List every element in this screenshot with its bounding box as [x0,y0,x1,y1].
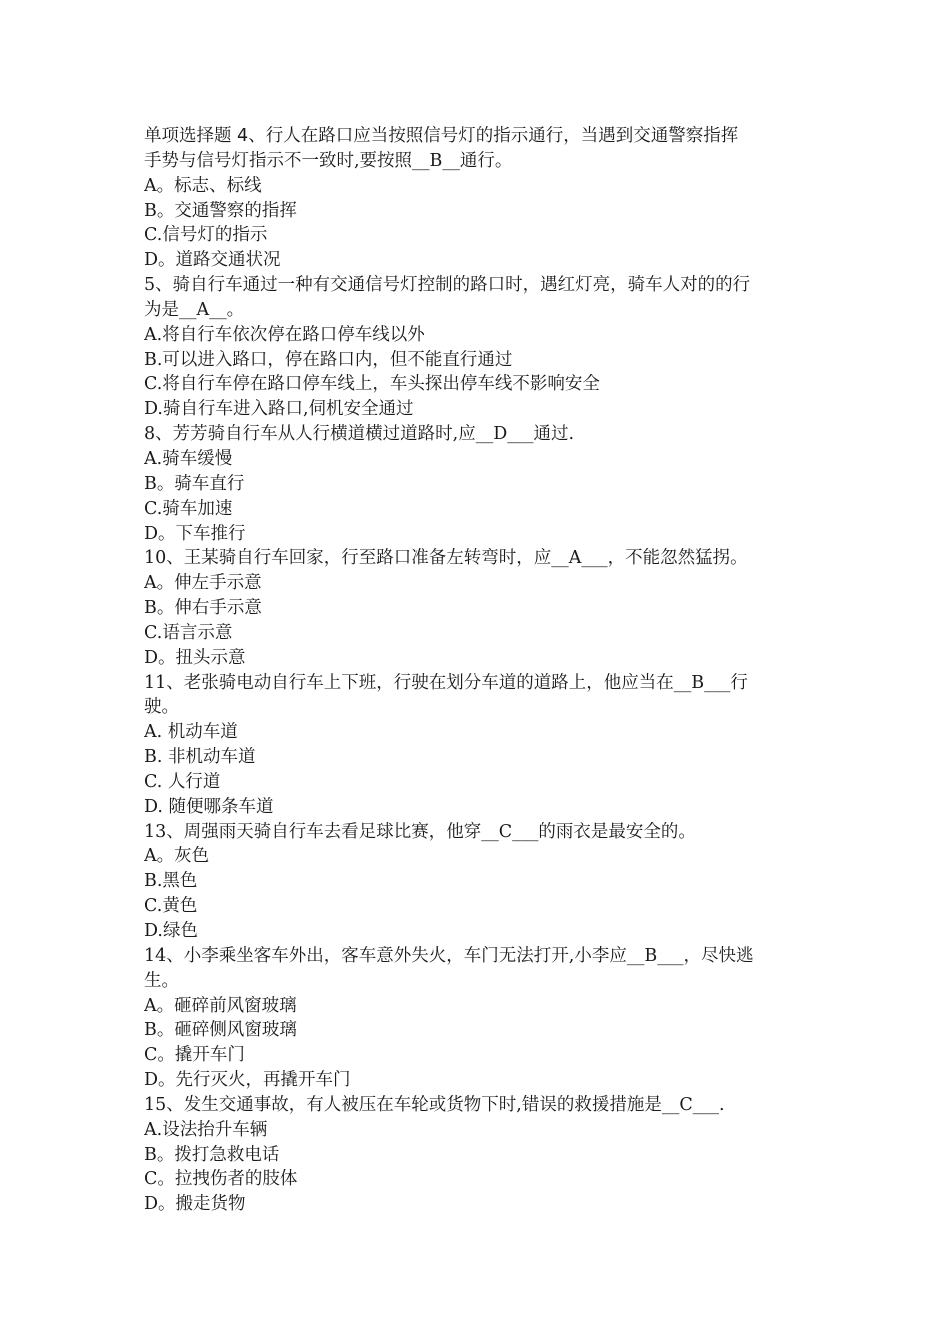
question-10-option-a: A。伸左手示意 [144,573,262,594]
question-13-line-1: 13、周强雨天骑自行车去看足球比赛，他穿__C___的雨衣是最安全的。 [144,821,696,842]
question-11-option-d: D. 随便哪条车道 [144,796,274,817]
question-4-option-c: C.信号灯的指示 [144,225,268,246]
question-5-option-b: B.可以进入路口，停在路口内，但不能直行通过 [144,349,513,370]
question-5-option-a: A.将自行车依次停在路口停车线以外 [144,324,425,345]
question-10-line-1: 10、王某骑自行车回家，行至路口准备左转弯时，应__A___，不能忽然猛拐。 [144,548,748,569]
question-13-option-d: D.绿色 [144,921,198,941]
question-4-line-1: 单项选择题 4、行人在路口应当按照信号灯的指示通行，当遇到交通警察指挥 [144,126,739,146]
question-11-option-b: B. 非机动车道 [144,747,256,768]
question-5-option-c: C.将自行车停在路口停车线上，车头探出停车线不影响安全 [144,374,600,395]
question-14-option-a: A。砸碎前风窗玻璃 [144,995,297,1016]
question-15-option-d: D。搬走货物 [144,1194,246,1215]
question-14-option-c: C。撬开车门 [144,1045,245,1066]
question-15-line-1: 15、发生交通事故，有人被压在车轮或货物下时,错误的救援措施是__C___. [144,1094,725,1115]
question-15-option-a: A.设法抬升车辆 [144,1119,268,1140]
question-10-option-c: C.语言示意 [144,622,233,643]
question-15-option-c: C。拉拽伤者的肢体 [144,1169,298,1190]
question-11-line-2: 驶。 [144,697,179,718]
question-4-line-2: 手势与信号灯指示不一致时,要按照__B__通行。 [144,150,513,171]
question-4-option-a: A。标志、标线 [144,175,262,196]
question-10-option-d: D。扭头示意 [144,647,246,668]
question-5-line-2: 为是__A__。 [144,299,245,320]
question-11-option-c: C. 人行道 [144,771,221,792]
question-13-option-b: B.黑色 [144,871,198,892]
question-14-line-2: 生。 [144,970,179,991]
question-11-option-a: A. 机动车道 [144,722,238,743]
question-8-option-b: B。骑车直行 [144,473,245,494]
question-8-option-d: D。下车推行 [144,523,246,544]
question-13-option-c: C.黄色 [144,896,198,917]
question-8-option-c: C.骑车加速 [144,498,233,519]
question-4-option-d: D。道路交通状况 [144,250,281,271]
question-5-option-d: D.骑自行车进入路口,伺机安全通过 [144,399,414,420]
question-14-option-d: D。先行灭火，再撬开车门 [144,1070,351,1091]
question-11-line-1: 11、老张骑电动自行车上下班，行驶在划分车道的道路上，他应当在__B___行 [144,672,748,693]
question-10-option-b: B。伸右手示意 [144,598,262,619]
question-8-option-a: A.骑车缓慢 [144,448,233,469]
document-body [144,124,814,1217]
question-14-option-b: B。砸碎侧风窗玻璃 [144,1020,297,1041]
question-14-line-1: 14、小李乘坐客车外出，客车意外失火，车门无法打开,小李应__B___，尽快逃 [144,945,754,966]
question-4-option-b: B。交通警察的指挥 [144,200,297,221]
question-13-option-a: A。灰色 [144,846,210,867]
question-15-option-b: B。拨打急救电话 [144,1144,280,1165]
question-5-line-1: 5、骑自行车通过一种有交通信号灯控制的路口时，遇红灯亮，骑车人对的的行 [144,275,751,296]
question-8-line-1: 8、芳芳骑自行车从人行横道横过道路时,应__D___通过. [144,424,575,445]
